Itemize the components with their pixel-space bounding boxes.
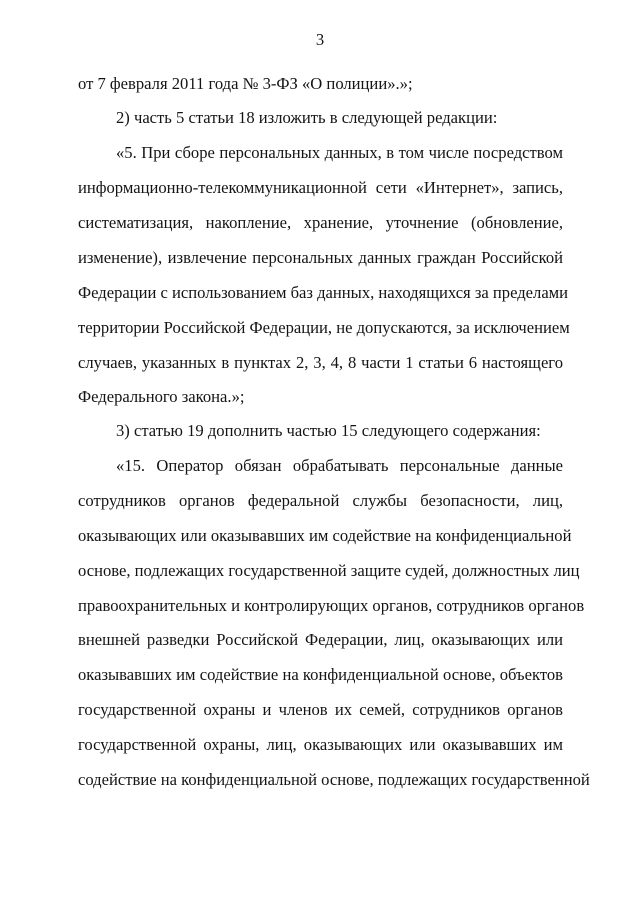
text-line: Федерации с использованием баз данных, находящихся за пределами: [78, 283, 569, 302]
text-line: сотрудников органов федеральной службы безопасности, лиц,: [78, 491, 563, 510]
text-line: внешней разведки Российской Федерации, лиц, оказывающих или: [78, 630, 563, 649]
text-line: оказывающих или оказывавших им содействие на конфиденциальной: [78, 526, 572, 545]
text-line: систематизация, накопление, хранение, уточнение (обновление,: [78, 213, 563, 232]
text-line: информационно-телекоммуникационной сети «Интернет», запись,: [78, 178, 563, 197]
text-line: правоохранительных и контролирующих органов, сотрудников органов: [78, 596, 585, 615]
text-line: «15. Оператор обязан обрабатывать персональные данные: [116, 456, 563, 475]
text-line: территории Российской Федерации, не допускаются, за исключением: [78, 318, 570, 337]
text-line: основе, подлежащих государственной защите судей, должностных лиц: [78, 561, 580, 580]
text-line: от 7 февраля 2011 года № 3-ФЗ «О полиции».»;: [78, 74, 413, 93]
text-line: 2) часть 5 статьи 18 изложить в следующей редакции:: [116, 108, 498, 127]
text-line: оказывавших им содействие на конфиденциальной основе, объектов: [78, 665, 563, 684]
text-line: изменение), извлечение персональных данных граждан Российской: [78, 248, 563, 267]
text-line: содействие на конфиденциальной основе, подлежащих государственной: [78, 770, 590, 789]
text-line: государственной охраны и членов их семей, сотрудников органов: [78, 700, 563, 719]
text-line: «5. При сборе персональных данных, в том числе посредством: [116, 143, 563, 162]
text-line: случаев, указанных в пунктах 2, 3, 4, 8 части 1 статьи 6 настоящего: [78, 353, 563, 372]
text-line: 3) статью 19 дополнить частью 15 следующего содержания:: [116, 421, 541, 440]
text-line: Федерального закона.»;: [78, 387, 245, 406]
page-number: 3: [315, 30, 325, 49]
text-line: государственной охраны, лиц, оказывающих или оказывавших им: [78, 735, 563, 754]
